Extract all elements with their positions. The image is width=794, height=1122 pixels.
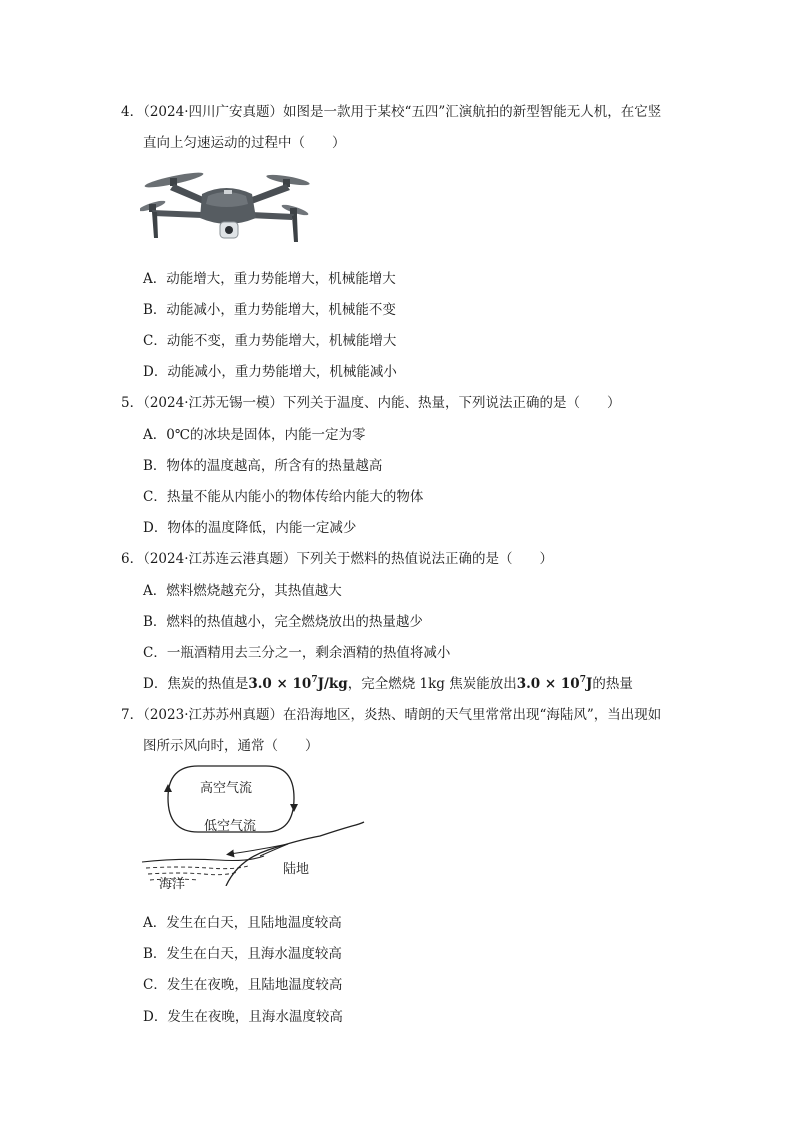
question-7-option-c: C．发生在夜晚，且陆地温度较高 — [143, 977, 343, 993]
question-source: （2023·江苏苏州真题） — [143, 707, 283, 723]
question-4-line1 — [121, 103, 661, 121]
question-stem: 在沿海地区，炎热、晴朗的天气里常常出现“海陆风”，当出现如 — [283, 707, 662, 723]
question-source: （2024·江苏无锡一模） — [143, 395, 283, 411]
question-4-option-d: D．动能减小，重力势能增大，机械能减小 — [143, 364, 397, 380]
question-5-option-b: B．物体的温度越高，所含有的热量越高 — [143, 458, 383, 474]
question-7-option-b: B．发生在白天，且海水温度较高 — [143, 946, 342, 962]
question-6-option-d — [143, 675, 633, 693]
question-stem: 下列关于温度、内能、热量，下列说法正确的是（ ） — [283, 395, 621, 411]
question-source: （2024·江苏连云港真题） — [143, 551, 297, 567]
question-5-option-a: A．0℃的冰块是固体，内能一定为零 — [143, 427, 366, 443]
option-d-suffix: 的热量 — [592, 676, 633, 692]
question-4-option-c: C．动能不变，重力势能增大，机械能增大 — [143, 333, 397, 349]
question-5-line1 — [121, 394, 621, 412]
question-6-option-a: A．燃料燃烧越充分，其热值越大 — [143, 583, 342, 599]
question-4-option-a: A．动能增大，重力势能增大，机械能增大 — [143, 271, 396, 287]
option-d-middle: ，完全燃烧 1kg 焦炭能放出 — [347, 676, 517, 692]
question-4-option-b: B．动能减小，重力势能增大，机械能不变 — [143, 302, 396, 318]
option-d-prefix: D．焦炭的热值是 — [143, 676, 249, 692]
question-5-option-c: C．热量不能从内能小的物体传给内能大的物体 — [143, 489, 424, 505]
question-5-option-d: D．物体的温度降低，内能一定减少 — [143, 520, 357, 536]
label-high-air: 高空气流 — [200, 781, 253, 796]
label-low-air: 低空气流 — [204, 819, 257, 834]
question-4-line2: 直向上匀速运动的过程中（ ） — [143, 135, 346, 151]
question-7-option-a: A．发生在白天，且陆地温度较高 — [143, 915, 342, 931]
question-source: （2024·四川广安真题） — [143, 104, 283, 120]
label-sea: 海洋 — [159, 877, 186, 892]
question-7-line2: 图所示风向时，通常（ ） — [143, 738, 319, 754]
drone-image — [140, 166, 312, 250]
heat-value-1: $3.0 \times 10^7J/kg$ — [248, 675, 348, 692]
question-number: 7． — [121, 707, 144, 723]
question-7-option-d: D．发生在夜晚，且海水温度较高 — [143, 1009, 343, 1025]
question-number: 6． — [121, 551, 144, 567]
label-land: 陆地 — [283, 862, 310, 877]
question-6-option-c: C．一瓶酒精用去三分之一，剩余酒精的热值将减小 — [143, 645, 451, 661]
question-7-line1 — [121, 706, 661, 724]
question-stem: 下列关于燃料的热值说法正确的是（ ） — [296, 551, 553, 567]
question-6-option-b: B．燃料的热值越小，完全燃烧放出的热量越少 — [143, 614, 423, 630]
question-6-line1 — [121, 550, 553, 568]
question-stem: 如图是一款用于某校“五四”汇演航拍的新型智能无人机，在它竖 — [283, 104, 662, 120]
question-number: 4． — [121, 104, 144, 120]
heat-value-2: $3.0 \times 10^7J$ — [516, 675, 593, 692]
question-number: 5． — [121, 395, 144, 411]
